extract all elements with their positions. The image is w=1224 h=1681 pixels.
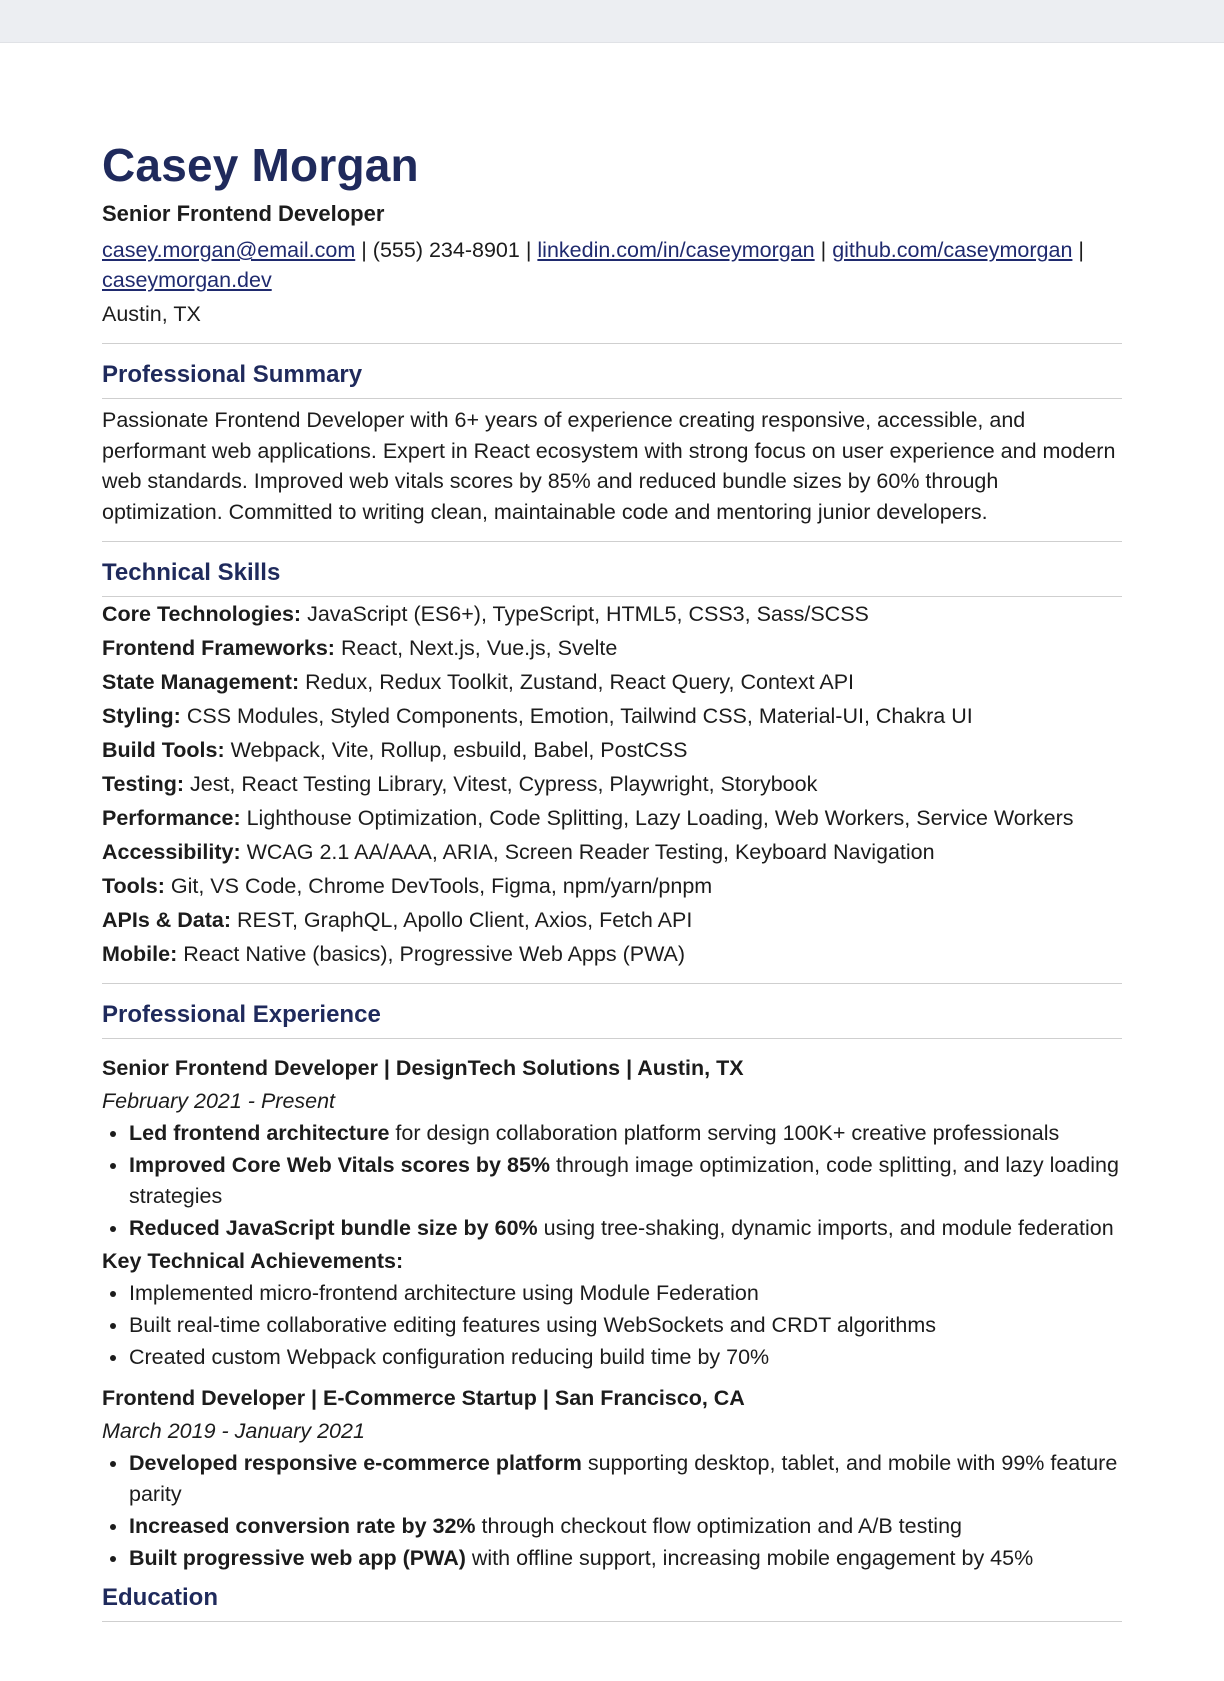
- skill-label: Build Tools:: [102, 738, 225, 762]
- resume-page: [0, 42, 1224, 1681]
- list-item: [129, 1150, 1122, 1212]
- achievement-list: [102, 1118, 1122, 1244]
- location: Austin, TX: [102, 302, 201, 326]
- skill-row: [102, 699, 1122, 733]
- job-title: Senior Frontend Developer | DesignTech Solutions | Austin, TX: [102, 1056, 744, 1080]
- skill-row: [102, 767, 1122, 801]
- bullet-text: supporting desktop, tablet, and mobile with 99% feature parity: [129, 1451, 1118, 1506]
- skill-label: Mobile:: [102, 942, 178, 966]
- skill-value: Webpack, Vite, Rollup, esbuild, Babel, PostCSS: [230, 738, 688, 762]
- summary-section: [102, 344, 1122, 527]
- separator: |: [1078, 238, 1084, 262]
- github-link[interactable]: github.com/caseymorgan: [832, 238, 1073, 262]
- skill-label: Testing:: [102, 772, 185, 796]
- skill-row: [102, 733, 1122, 767]
- bullet-text: with offline support, increasing mobile engagement by 45%: [465, 1546, 1034, 1570]
- list-item: • Implemented micro-frontend architecture using Module Federation: [129, 1278, 1122, 1309]
- skill-value: JavaScript (ES6+), TypeScript, HTML5, CSS3, Sass/SCSS: [307, 602, 869, 626]
- skill-value: Jest, React Testing Library, Vitest, Cypress, Playwright, Storybook: [190, 772, 818, 796]
- linkedin-link[interactable]: linkedin.com/in/caseymorgan: [537, 238, 815, 262]
- skill-row: [102, 903, 1122, 937]
- skills-section: [102, 542, 1122, 971]
- section-heading: Technical Skills: [102, 559, 281, 586]
- list-item: [129, 1543, 1122, 1574]
- divider: [102, 1038, 1122, 1039]
- separator: |: [525, 238, 532, 262]
- candidate-name: Casey Morgan: [102, 139, 419, 191]
- job-entry: [102, 1053, 1122, 1373]
- bullet-emphasis: Improved Core Web Vitals scores by 85%: [129, 1153, 551, 1177]
- list-item: [129, 1448, 1122, 1510]
- skill-value: CSS Modules, Styled Components, Emotion, Tailwind CSS, Material-UI, Chakra UI: [186, 704, 973, 728]
- sub-heading: Key Technical Achievements:: [102, 1249, 404, 1273]
- skills-list: [102, 597, 1122, 971]
- skill-value: Redux, Redux Toolkit, Zustand, React Query, Context API: [305, 670, 855, 694]
- job-entry: [102, 1383, 1122, 1574]
- bullet-emphasis: Reduced JavaScript bundle size by 60%: [129, 1216, 538, 1240]
- skill-value: REST, GraphQL, Apollo Client, Axios, Fetch API: [237, 908, 693, 932]
- bullet-text: through image optimization, code splitting, and lazy loading strategies: [129, 1153, 1119, 1208]
- section-heading: Education: [102, 1584, 219, 1611]
- education-section: [102, 1575, 1122, 1622]
- list-item: [129, 1118, 1122, 1149]
- skill-value: React Native (basics), Progressive Web Apps (PWA): [183, 942, 686, 966]
- skill-row: [102, 869, 1122, 903]
- bullet-emphasis: Increased conversion rate by 32%: [129, 1514, 476, 1538]
- job-title: Frontend Developer | E-Commerce Startup | San Francisco, CA: [102, 1386, 745, 1410]
- skill-label: State Management:: [102, 670, 300, 694]
- skill-label: Frontend Frameworks:: [102, 636, 335, 660]
- candidate-title: Senior Frontend Developer: [102, 201, 385, 226]
- list-item: • Built real-time collaborative editing features using WebSockets and CRDT algorithms: [129, 1310, 1122, 1341]
- job-dates: February 2021 - Present: [102, 1089, 336, 1113]
- bullet-text: using tree-shaking, dynamic imports, and module federation: [537, 1216, 1114, 1240]
- list-item: [129, 1511, 1122, 1542]
- skill-label: Tools:: [102, 874, 165, 898]
- bullet-emphasis: Built progressive web app (PWA): [129, 1546, 466, 1570]
- contact-line: [102, 235, 1122, 295]
- skill-value: React, Next.js, Vue.js, Svelte: [340, 636, 618, 660]
- email-link[interactable]: casey.morgan@email.com: [102, 238, 356, 262]
- bullet-text: for design collaboration platform serving 100K+ creative professionals: [389, 1121, 1060, 1145]
- bullet-text: through checkout flow optimization and A/B testing: [475, 1514, 962, 1538]
- skill-row: [102, 835, 1122, 869]
- skill-row: [102, 597, 1122, 631]
- skill-label: Accessibility:: [102, 840, 241, 864]
- skill-row: [102, 937, 1122, 971]
- skill-value: Lighthouse Optimization, Code Splitting, Lazy Loading, Web Workers, Service Workers: [246, 806, 1074, 830]
- achievement-list: [102, 1448, 1122, 1574]
- skill-row: [102, 801, 1122, 835]
- summary-text: Passionate Frontend Developer with 6+ years of experience creating responsive, accessible, and performant web applications. Expert in React ecosystem with strong focus on user experience and modern web standards. Improved web vitals scores by 85% and reduced bundle sizes by 60% through optimization. Committed to writing clean, maintainable code and mentoring junior developers.: [102, 408, 1116, 524]
- bullet-emphasis: Led frontend architecture: [129, 1121, 390, 1145]
- divider: [102, 1621, 1122, 1622]
- separator: |: [820, 238, 827, 262]
- skill-label: Performance:: [102, 806, 241, 830]
- experience-section: [102, 984, 1122, 1574]
- section-heading: Professional Experience: [102, 1001, 381, 1028]
- website-link[interactable]: caseymorgan.dev: [102, 268, 272, 292]
- section-heading: Professional Summary: [102, 361, 363, 388]
- divider: [102, 398, 1122, 399]
- resume-content: [102, 139, 1122, 1622]
- phone-number: (555) 234-8901: [372, 238, 520, 262]
- separator: |: [361, 238, 367, 262]
- skill-label: Core Technologies:: [102, 602, 302, 626]
- list-item: • Created custom Webpack configuration reducing build time by 70%: [129, 1342, 1122, 1373]
- bullet-emphasis: Developed responsive e-commerce platform: [129, 1451, 582, 1475]
- skill-row: [102, 665, 1122, 699]
- skill-row: [102, 631, 1122, 665]
- list-item: [129, 1213, 1122, 1244]
- technical-achievements-list: [102, 1278, 1122, 1373]
- skill-label: Styling:: [102, 704, 181, 728]
- skill-value: WCAG 2.1 AA/AAA, ARIA, Screen Reader Testing, Keyboard Navigation: [246, 840, 935, 864]
- skill-value: Git, VS Code, Chrome DevTools, Figma, npm/yarn/pnpm: [170, 874, 713, 898]
- skill-label: APIs & Data:: [102, 908, 232, 932]
- job-dates: March 2019 - January 2021: [102, 1419, 365, 1443]
